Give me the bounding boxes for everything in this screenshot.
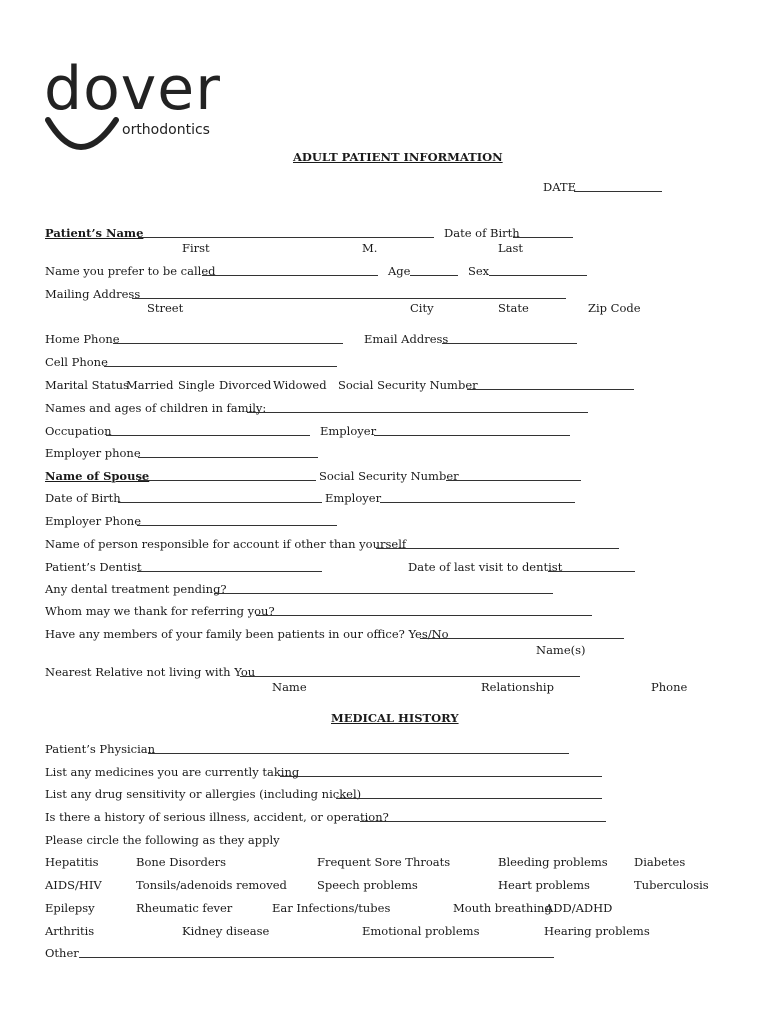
marital-status-label: Marital Status <box>45 378 129 392</box>
dentist-field[interactable] <box>137 571 322 572</box>
drug-sensitivity-field[interactable] <box>336 798 602 799</box>
medicines-label: List any medicines you are currently taking <box>45 765 300 779</box>
spouse-employer-phone-field[interactable] <box>137 525 337 526</box>
treatment-pending-field[interactable] <box>214 593 553 594</box>
relative-name-caption: Name <box>272 680 307 694</box>
condition-adhd[interactable]: ADD/ADHD <box>545 901 613 915</box>
email-field[interactable] <box>442 343 577 344</box>
relative-relationship-caption: Relationship <box>481 680 554 694</box>
spouse-name-field[interactable] <box>138 480 316 481</box>
spouse-employer-phone-label: Employer Phone <box>45 514 141 528</box>
sex-label: Sex <box>468 264 490 278</box>
spouse-employer-field[interactable] <box>380 502 575 503</box>
smile-icon <box>44 116 124 150</box>
cell-phone-label: Cell Phone <box>45 355 108 369</box>
condition-rheumatic[interactable]: Rheumatic fever <box>136 901 233 915</box>
marital-option-widowed[interactable]: Widowed <box>273 378 327 392</box>
condition-ear-infections[interactable]: Ear Infections/tubes <box>272 901 391 915</box>
employer-phone-label: Employer phone <box>45 446 141 460</box>
condition-bleeding[interactable]: Bleeding problems <box>498 855 608 869</box>
address-state-caption: State <box>498 301 529 315</box>
ssn-field[interactable] <box>467 389 634 390</box>
preferred-name-field[interactable] <box>202 275 378 276</box>
home-phone-field[interactable] <box>113 343 343 344</box>
dob-label: Date of Birth <box>444 226 520 240</box>
name-first-caption: First <box>182 241 210 255</box>
children-label: Names and ages of children in family: <box>45 401 267 415</box>
medicines-field[interactable] <box>280 776 602 777</box>
mailing-address-field[interactable] <box>132 298 566 299</box>
condition-speech[interactable]: Speech problems <box>317 878 418 892</box>
address-street-caption: Street <box>147 301 184 315</box>
home-phone-label: Home Phone <box>45 332 120 346</box>
relative-phone-caption: Phone <box>651 680 688 694</box>
page-title: ADULT PATIENT INFORMATION <box>293 150 503 164</box>
condition-bone-disorders[interactable]: Bone Disorders <box>136 855 227 869</box>
family-patients-field[interactable] <box>420 638 624 639</box>
age-field[interactable] <box>410 275 458 276</box>
patient-name-label: Patient’s Name <box>45 226 144 240</box>
condition-diabetes[interactable]: Diabetes <box>634 855 686 869</box>
patient-name-field[interactable] <box>138 237 434 238</box>
logo-subtitle: orthodontics <box>122 122 210 138</box>
cell-phone-field[interactable] <box>104 366 337 367</box>
condition-tuberculosis[interactable]: Tuberculosis <box>634 878 709 892</box>
physician-label: Patient’s Physician <box>45 742 156 756</box>
condition-sore-throats[interactable]: Frequent Sore Throats <box>317 855 451 869</box>
responsible-party-field[interactable] <box>376 548 619 549</box>
dover-orthodontics-logo <box>44 54 221 152</box>
illness-history-label: Is there a history of serious illness, accident, or operation? <box>45 810 389 824</box>
marital-option-single[interactable]: Single <box>178 378 215 392</box>
family-names-caption: Name(s) <box>536 643 586 657</box>
last-visit-label: Date of last visit to dentist <box>408 560 563 574</box>
marital-option-married[interactable]: Married <box>126 378 174 392</box>
drug-sensitivity-label: List any drug sensitivity or allergies (including nickel) <box>45 787 362 801</box>
spouse-employer-label: Employer <box>325 491 382 505</box>
email-label: Email Address <box>364 332 449 346</box>
occupation-field[interactable] <box>106 435 310 436</box>
spouse-ssn-label: Social Security Number <box>319 469 459 483</box>
medical-history-title: MEDICAL HISTORY <box>331 711 459 725</box>
last-visit-field[interactable] <box>548 571 635 572</box>
other-field[interactable] <box>79 957 554 958</box>
spouse-name-label: Name of Spouse <box>45 469 150 483</box>
condition-tonsils[interactable]: Tonsils/adenoids removed <box>136 878 287 892</box>
occupation-label: Occupation <box>45 424 112 438</box>
spouse-ssn-field[interactable] <box>446 480 581 481</box>
employer-phone-field[interactable] <box>138 457 318 458</box>
children-field[interactable] <box>247 412 588 413</box>
condition-hearing[interactable]: Hearing problems <box>544 924 650 938</box>
date-label: DATE <box>543 180 576 194</box>
condition-arthritis[interactable]: Arthritis <box>45 924 95 938</box>
illness-history-field[interactable] <box>360 821 606 822</box>
condition-aids-hiv[interactable]: AIDS/HIV <box>45 878 102 892</box>
nearest-relative-field[interactable] <box>240 676 580 677</box>
date-field[interactable] <box>574 191 662 192</box>
spouse-dob-field[interactable] <box>118 502 322 503</box>
family-patients-label: Have any members of your family been patients in our office? Yes/No <box>45 627 449 641</box>
circle-instructions: Please circle the following as they apply <box>45 833 280 847</box>
condition-kidney[interactable]: Kidney disease <box>182 924 270 938</box>
condition-emotional[interactable]: Emotional problems <box>362 924 480 938</box>
referral-field[interactable] <box>256 615 592 616</box>
treatment-pending-label: Any dental treatment pending? <box>45 582 227 596</box>
condition-epilepsy[interactable]: Epilepsy <box>45 901 95 915</box>
name-middle-caption: M. <box>362 241 378 255</box>
address-city-caption: City <box>410 301 434 315</box>
nearest-relative-label: Nearest Relative not living with You <box>45 665 256 679</box>
condition-hepatitis[interactable]: Hepatitis <box>45 855 99 869</box>
age-label: Age <box>388 264 411 278</box>
spouse-dob-label: Date of Birth <box>45 491 121 505</box>
condition-heart[interactable]: Heart problems <box>498 878 590 892</box>
ssn-label: Social Security Number <box>338 378 478 392</box>
logo-wordmark: dover <box>44 54 221 124</box>
preferred-name-label: Name you prefer to be called <box>45 264 216 278</box>
dob-field[interactable] <box>513 237 573 238</box>
sex-field[interactable] <box>489 275 587 276</box>
condition-mouth-breathing[interactable]: Mouth breathing <box>453 901 552 915</box>
dentist-label: Patient’s Dentist <box>45 560 142 574</box>
employer-label: Employer <box>320 424 377 438</box>
responsible-party-label: Name of person responsible for account if other than yourself <box>45 537 407 551</box>
marital-option-divorced[interactable]: Divorced <box>219 378 272 392</box>
referral-label: Whom may we thank for referring you? <box>45 604 275 618</box>
employer-field[interactable] <box>374 435 570 436</box>
mailing-address-label: Mailing Address <box>45 287 141 301</box>
address-zip-caption: Zip Code <box>588 301 641 315</box>
other-label: Other <box>45 946 79 960</box>
physician-field[interactable] <box>148 753 569 754</box>
name-last-caption: Last <box>498 241 524 255</box>
